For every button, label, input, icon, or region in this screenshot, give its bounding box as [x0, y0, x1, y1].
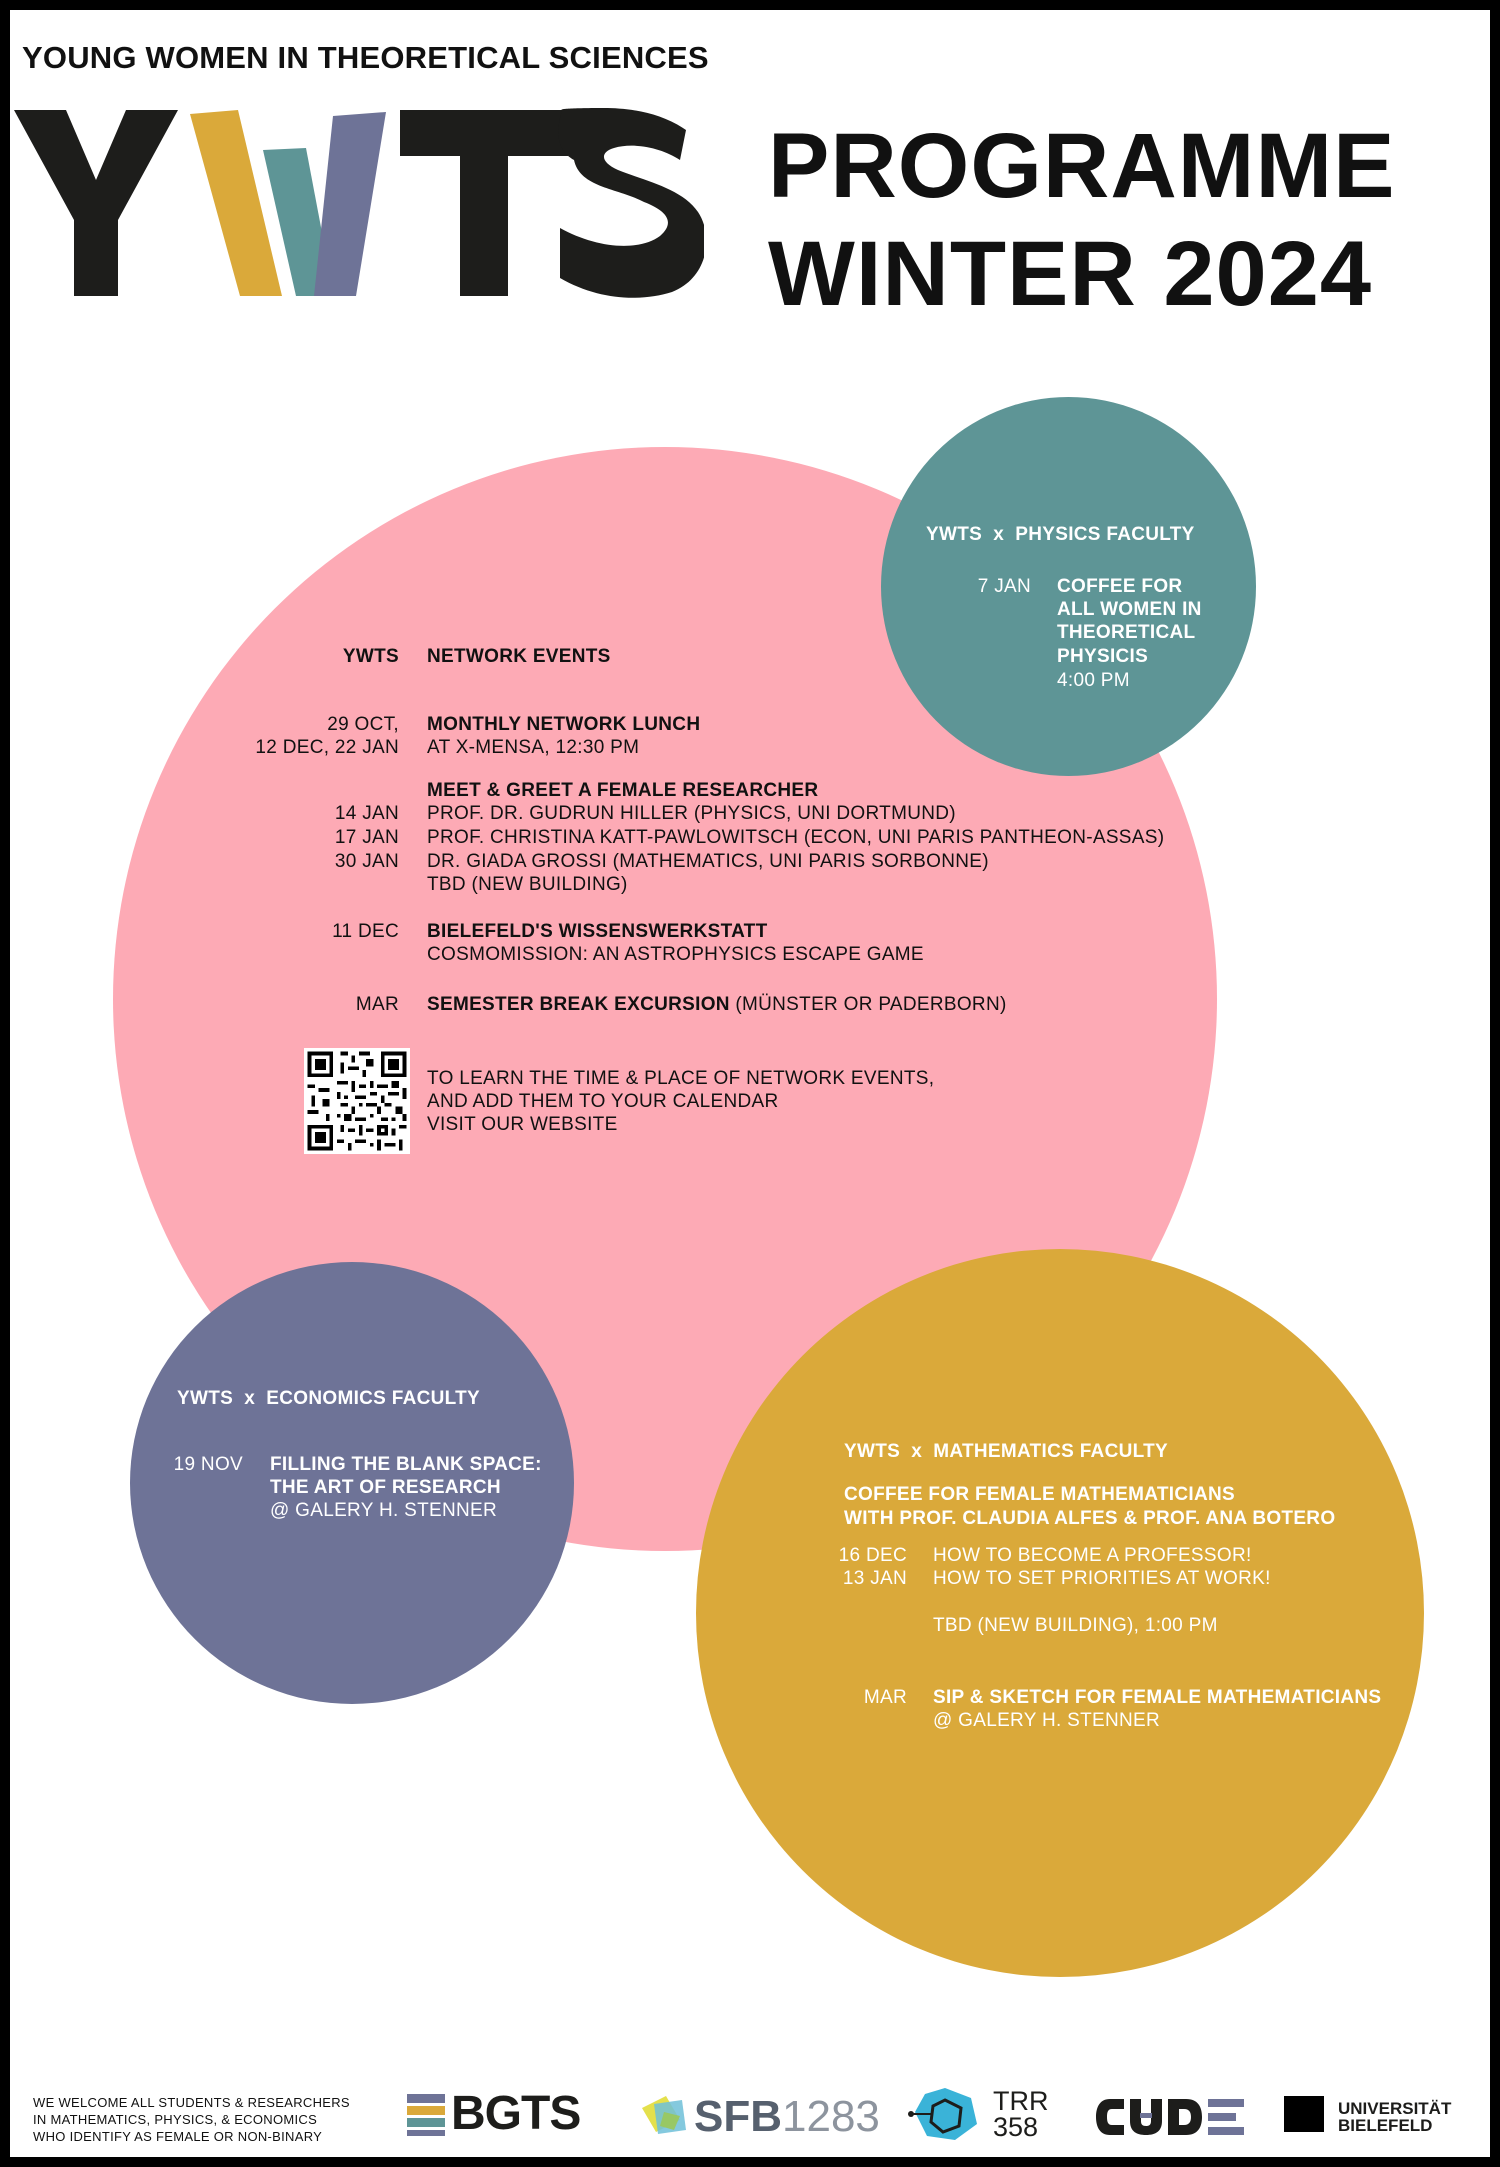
sfb-mark-icon: [636, 2090, 696, 2142]
physics-title-1: COFFEE FOR: [1057, 576, 1183, 597]
uni-bielefeld-logo: [1284, 2096, 1474, 2140]
economics-title-1: FILLING THE BLANK SPACE:: [270, 1454, 542, 1475]
trr-mark-icon: [905, 2084, 985, 2144]
programme-title-line2: WINTER 2024: [768, 223, 1373, 325]
excursion-detail: (MÜNSTER OR PADERBORN): [735, 994, 1007, 1015]
werkstatt-title: BIELEFELD'S WISSENSWERKSTATT: [427, 921, 768, 942]
lunch-date-2: 12 DEC, 22 JAN: [255, 737, 399, 758]
physics-heading: YWTS x PHYSICS FACULTY: [926, 524, 1195, 545]
meet-speaker-3: DR. GIADA GROSSI (MATHEMATICS, UNI PARIS SORBONNE): [427, 851, 989, 872]
organization-name: YOUNG WOMEN IN THEORETICAL SCIENCES: [22, 40, 709, 75]
uni-line-2: BIELEFELD: [1338, 2116, 1433, 2135]
excursion-title: SEMESTER BREAK EXCURSION: [427, 994, 730, 1015]
uni-line-1: UNIVERSITÄT: [1338, 2099, 1452, 2118]
meet-speaker-1: PROF. DR. GUDRUN HILLER (PHYSICS, UNI DORTMUND): [427, 803, 956, 824]
welcome-line-2: IN MATHEMATICS, PHYSICS, & ECONOMICS: [33, 2112, 318, 2127]
math-topic-2: HOW TO SET PRIORITIES AT WORK!: [933, 1568, 1271, 1589]
cude-logo: [1094, 2095, 1250, 2139]
trr-logo: [905, 2084, 1065, 2146]
math-date-2: 13 JAN: [842, 1568, 907, 1589]
bgts-text: BGTS: [451, 2087, 581, 2140]
lunch-title: MONTHLY NETWORK LUNCH: [427, 714, 701, 735]
math-topic-1: HOW TO BECOME A PROFESSOR!: [933, 1545, 1252, 1566]
sfb-logo: [636, 2090, 880, 2142]
meet-date-3: 30 JAN: [334, 851, 399, 872]
meet-date-1: 14 JAN: [334, 803, 399, 824]
physics-title-4: PHYSICIS: [1057, 646, 1149, 667]
meet-date-2: 17 JAN: [334, 827, 399, 848]
website-qr-code[interactable]: [304, 1048, 410, 1154]
programme-title-line1: PROGRAMME: [768, 115, 1396, 217]
math-coffee-line-1: COFFEE FOR FEMALE MATHEMATICIANS: [844, 1484, 1235, 1505]
math-sip-date: MAR: [863, 1687, 907, 1708]
welcome-line-3: WHO IDENTIFY AS FEMALE OR NON-BINARY: [33, 2129, 323, 2144]
website-line-2: AND ADD THEM TO YOUR CALENDAR: [427, 1091, 779, 1112]
economics-place: @ GALERY H. STENNER: [270, 1500, 498, 1521]
lunch-date-1: 29 OCT,: [327, 714, 399, 735]
excursion-date: MAR: [355, 994, 399, 1015]
network-heading-right: NETWORK EVENTS: [427, 646, 611, 667]
physics-title-3: THEORETICAL: [1057, 622, 1196, 643]
werkstatt-subtitle: COSMOMISSION: AN ASTROPHYSICS ESCAPE GAME: [427, 944, 924, 965]
werkstatt-date: 11 DEC: [332, 921, 399, 942]
mathematics-faculty-circle: [696, 1249, 1424, 1977]
welcome-note: [33, 2094, 350, 2145]
trr-number: 358: [993, 2112, 1039, 2142]
sfb-number: 1283: [782, 2092, 880, 2141]
excursion-line: [427, 993, 1007, 1017]
math-coffee-line-2: WITH PROF. CLAUDIA ALFES & PROF. ANA BOTERO: [844, 1508, 1336, 1529]
trr-text: TRR: [993, 2086, 1049, 2116]
math-date-1: 16 DEC: [838, 1545, 907, 1566]
economics-date: 19 NOV: [173, 1454, 243, 1475]
economics-heading: YWTS x ECONOMICS FACULTY: [177, 1388, 481, 1409]
mathematics-heading: YWTS x MATHEMATICS FACULTY: [844, 1441, 1168, 1462]
welcome-line-1: WE WELCOME ALL STUDENTS & RESEARCHERS: [33, 2095, 350, 2110]
website-line-1: TO LEARN THE TIME & PLACE OF NETWORK EVENTS,: [427, 1068, 935, 1089]
physics-time: 4:00 PM: [1057, 670, 1130, 691]
physics-date: 7 JAN: [977, 576, 1031, 597]
math-place: TBD (NEW BUILDING), 1:00 PM: [933, 1615, 1218, 1636]
website-line-3[interactable]: VISIT OUR WEBSITE: [427, 1114, 618, 1135]
math-sip-place: @ GALERY H. STENNER: [933, 1710, 1161, 1731]
meet-greet-title: MEET & GREET A FEMALE RESEARCHER: [427, 780, 819, 801]
network-heading-left: YWTS: [342, 646, 399, 667]
meet-place: TBD (NEW BUILDING): [427, 874, 628, 895]
bgts-logo: [407, 2087, 602, 2140]
physics-title-2: ALL WOMEN IN: [1057, 599, 1202, 620]
lunch-place: AT X-MENSA, 12:30 PM: [427, 737, 640, 758]
math-sip-title: SIP & SKETCH FOR FEMALE MATHEMATICIANS: [933, 1687, 1382, 1708]
ywts-logo: [14, 108, 704, 298]
meet-speaker-2: PROF. CHRISTINA KATT-PAWLOWITSCH (ECON, UNI PARIS PANTHEON-ASSAS): [427, 827, 1165, 848]
programme-title: [768, 112, 1395, 328]
sfb-text: SFB: [694, 2092, 782, 2141]
economics-title-2: THE ART OF RESEARCH: [270, 1477, 501, 1498]
